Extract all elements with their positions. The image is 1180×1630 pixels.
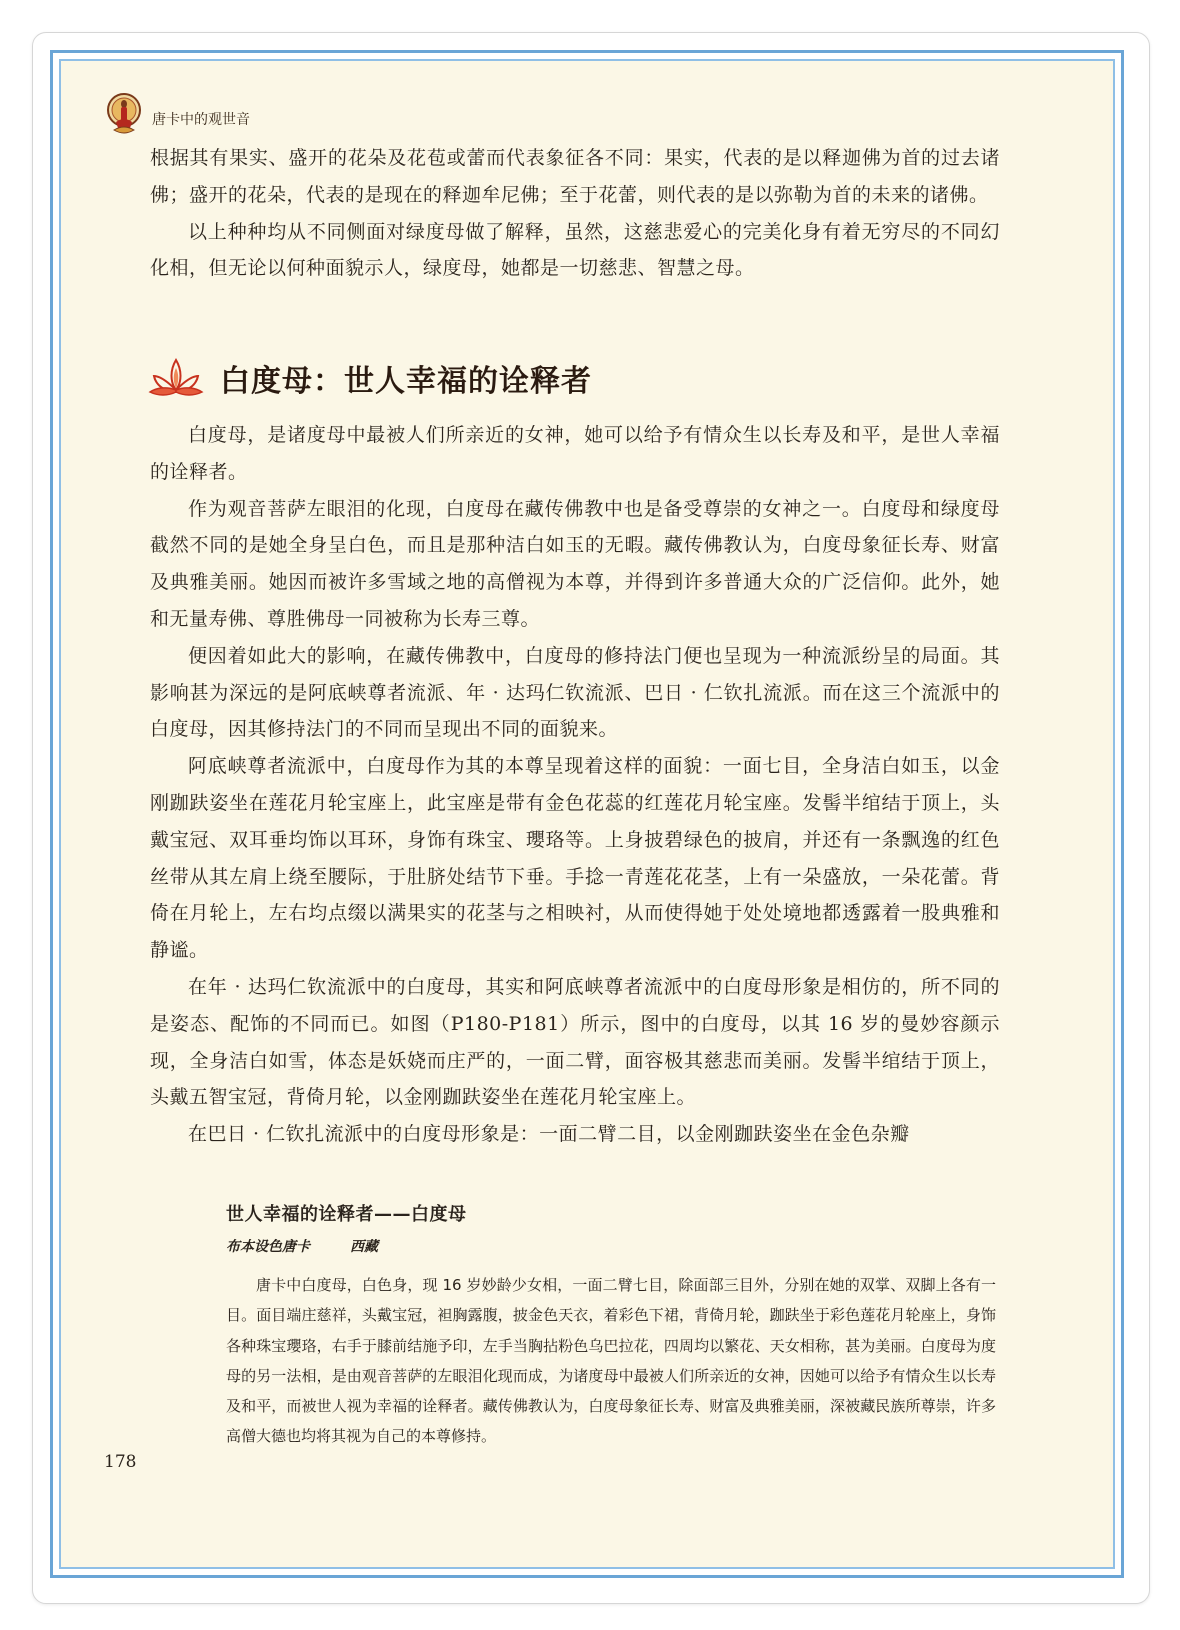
paragraph: 便因着如此大的影响，在藏传佛教中，白度母的修持法门便也呈现为一种流派纷呈的局面。其影响甚为深远的是阿底峡尊者流派、年 · 达玛仁钦流派、巴日 · 仁钦扎流派。而在这三个流派中的白度母，因其修持法门的不同而呈现出不同的面貌来。 [150,644,1000,741]
paragraph: 作为观音菩萨左眼泪的化现，白度母在藏传佛教中也是备受尊崇的女神之一。白度母和绿度母截然不同的是她全身呈白色，而且是那种洁白如玉的无暇。藏传佛教认为，白度母象征长寿、财富及典雅美丽。她因而被许多雪域之地的高僧视为本尊，并得到许多普通大众的广泛信仰。此外，她和无量寿佛、尊胜佛母一同被称为长寿三尊。 [150,497,1000,630]
paragraph: 在年 · 达玛仁钦流派中的白度母，其实和阿底峡尊者流派中的白度母形象是相仿的，所不同的是姿态、配饰的不同而已。如图（P180-P181）所示，图中的白度母，以其 16 岁的曼妙容颜示现，全身洁白如雪，体态是妖娆而庄严的，一面二臂，面容极其慈悲而美丽。发髻半绾结于顶上，头戴五智宝冠，背倚月轮，以金刚跏趺姿坐在莲花月轮宝座上。 [150,975,1000,1109]
section-title: 白度母：世人幸福的诠释者 [220,364,592,399]
paragraph: 以上种种均从不同侧面对绿度母做了解释，虽然，这慈悲爱心的完美化身有着无穷尽的不同幻化相，但无论以何种面貌示人，绿度母，她都是一切慈悲、智慧之母。 [150,220,1000,280]
running-head-text: 唐卡中的观世音 [152,112,250,128]
running-head [104,90,250,140]
paragraph: 阿底峡尊者流派中，白度母作为其的本尊呈现着这样的面貌：一面七目，全身洁白如玉，以金刚跏趺姿坐在莲花月轮宝座上，此宝座是带有金色花蕊的红莲花月轮宝座。发髻半绾结于顶上，头戴宝冠、双耳垂均饰以耳环，身饰有珠宝、瓔珞等。上身披碧绿色的披肩，并还有一条飘逸的红色丝带从其左肩上绕至腰际，于肚脐处结节下垂。手捻一青莲花花茎，上有一朵盛放，一朵花蕾。背倚在月轮上，左右均点缀以满果实的花茎与之相映衬，从而使得她于处处境地都透露着一股典雅和静谧。 [150,755,1000,962]
caption-origin: 西藏 [350,1239,378,1255]
paragraph: 白度母，是诸度母中最被人们所亲近的女神，她可以给予有情众生以长寿及和平，是世人幸福的诠释者。 [150,424,1000,483]
lotus-icon [148,356,204,400]
figure-caption [226,1200,996,1452]
page-number: 178 [104,1452,137,1472]
continuation-text [150,140,1000,287]
caption-medium-line [226,1236,996,1256]
deity-emblem-icon [104,90,144,140]
caption-text: 唐卡中白度母，白色身，现 16 岁妙龄少女相，一面二臂七目，除面部三目外，分别在她的双掌、双脚上各有一目。面目端庄慈祥，头戴宝冠，袒胸露腹，披金色天衣，着彩色下裙，背倚月轮，跏趺坐于彩色莲花月轮座上，身饰各种珠宝瓔珞，右手于膝前结施予印，左手当胸拈粉色乌巴拉花，四周均以繁花、天女相称，甚为美丽。白度母为度母的另一法相，是由观音菩萨的左眼泪化现而成，为诸度母中最被人们所亲近的女神，因她可以给予有情众生以长寿及和平，而被世人视为幸福的诠释者。藏传佛教认为，白度母象征长寿、财富及典雅美丽，深被藏民族所尊崇，许多高僧大德也均将其视为自己的本尊修持。 [226,1276,996,1446]
caption-title: 世人幸福的诠释者——白度母 [226,1204,467,1225]
paragraph: 在巴日 · 仁钦扎流派中的白度母形象是：一面二臂二目，以金刚跏趺姿坐在金色杂瓣 [188,1123,910,1146]
section-body [150,417,1000,1153]
section-heading [148,352,592,404]
paragraph: 根据其有果实、盛开的花朵及花苞或蕾而代表象征各不同：果实，代表的是以释迦佛为首的过去诸佛；盛开的花朵，代表的是现在的释迦牟尼佛；至于花蕾，则代表的是以弥勒为首的未来的诸佛。 [150,147,1000,206]
caption-medium: 布本设色唐卡 [226,1239,310,1255]
